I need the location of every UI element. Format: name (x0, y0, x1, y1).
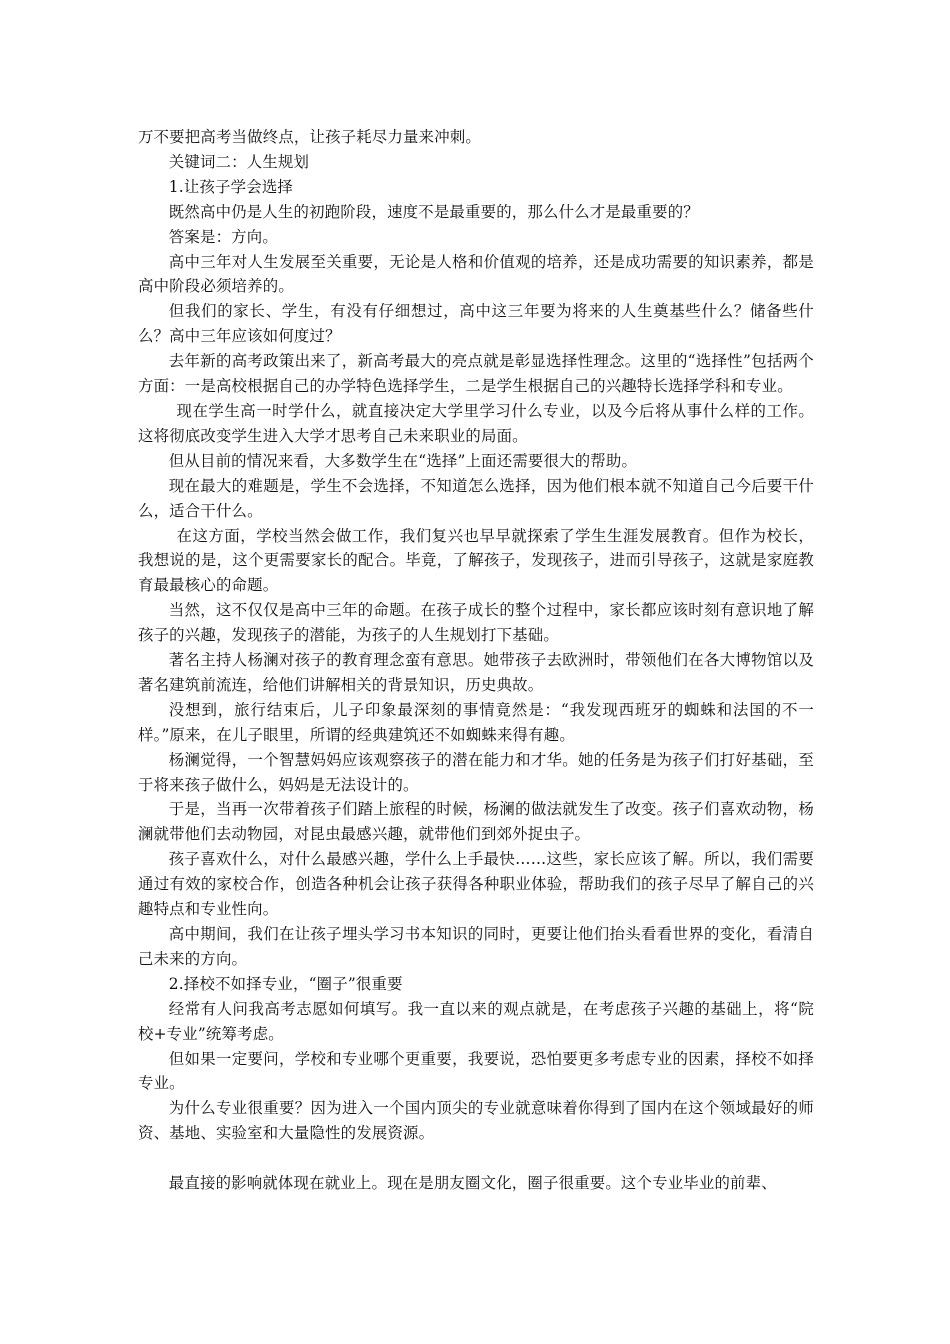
paragraph: 当然，这不仅仅是高中三年的命题。在孩子成长的整个过程中，家长都应该时刻有意识地了解孩子的兴趣，发现孩子的潜能，为孩子的人生规划打下基础。 (138, 601, 814, 645)
paragraph: 但从目前的情况来看，大多数学生在“选择”上面还需要很大的帮助。 (168, 451, 638, 470)
paragraph: 最直接的影响就体现在就业上。现在是朋友圈文化，圈子很重要。这个专业毕业的前辈、 (168, 1174, 777, 1193)
paragraph: 著名主持人杨澜对孩子的教育理念蛮有意思。她带孩子去欧洲时，带领他们在各大博物馆以及著名建筑前流连，给他们讲解相关的背景知识，历史典故。 (138, 651, 814, 694)
paragraph: 在这方面，学校当然会做工作，我们复兴也早早就探索了学生生涯发展教育。但作为校长，我想说的是，这个更需要家长的配合。毕竟，了解孩子，发现孩子，进而引导孩子，这就是家庭教育最最核心的命题。 (138, 526, 814, 595)
paragraph: 但我们的家长、学生，有没有仔细想过，高中这三年要为将来的人生奠基些什么？储备些什么？高中三年应该如何度过？ (138, 302, 814, 346)
paragraph: 经常有人问我高考志愿如何填写。我一直以来的观点就是，在考虑孩子兴趣的基础上，将“院校+专业”统筹考虑。 (138, 999, 814, 1043)
paragraph: 现在学生高一时学什么，就直接决定大学里学习什么专业，以及今后将从事什么样的工作。这将彻底改变学生进入大学才思考自己未来职业的局面。 (138, 401, 814, 445)
paragraph: 孩子喜欢什么，对什么最感兴趣，学什么上手最快……这些，家长应该了解。所以，我们需要通过有效的家校合作，创造各种机会让孩子获得各种职业体验，帮助我们的孩子尽早了解自己的兴趣特点和专业性向。 (138, 850, 814, 919)
paragraph: 没想到，旅行结束后，儿子印象最深刻的事情竟然是：“我发现西班牙的蜘蛛和法国的不一样。”原来，在儿子眼里，所谓的经典建筑还不如蜘蛛来得有趣。 (138, 700, 814, 744)
blank-line (138, 1146, 814, 1171)
paragraph: 为什么专业很重要？因为进入一个国内顶尖的专业就意味着你得到了国内在这个领域最好的师资、基地、实验室和大量隐性的发展资源。 (138, 1099, 814, 1143)
subheading-learn-to-choose: 1.让孩子学会选择 (168, 177, 294, 196)
paragraph: 高中期间，我们在让孩子埋头学习书本知识的同时，更要让他们抬头看看世界的变化，看清自己未来的方向。 (138, 925, 814, 968)
section-heading-keyword-two: 关键词二：人生规划 (168, 152, 310, 171)
paragraph-continuation: 万不要把高考当做终点，让孩子耗尽力量来冲刺。 (138, 128, 481, 146)
paragraph: 现在最大的难题是，学生不会选择，不知道怎么选择，因为他们根本就不知道自己今后要干什么，适合干什么。 (138, 476, 814, 520)
paragraph: 既然高中仍是人生的初跑阶段，速度不是最重要的，那么什么才是最重要的？ (168, 202, 699, 221)
paragraph: 答案是：方向。 (168, 227, 278, 246)
paragraph: 但如果一定要问，学校和专业哪个更重要，我要说，恐怕要更多考虑专业的因素，择校不如择专业。 (138, 1049, 814, 1093)
document-page (138, 125, 814, 1196)
paragraph: 去年新的高考政策出来了，新高考最大的亮点就是彰显选择性理念。这里的“选择性”包括两个方面：一是高校根据自己的办学特色选择学生，二是学生根据自己的兴趣特长选择学科和专业。 (138, 352, 814, 396)
paragraph: 杨澜觉得，一个智慧妈妈应该观察孩子的潜在能力和才华。她的任务是为孩子们打好基础，至于将来孩子做什么，妈妈是无法设计的。 (138, 750, 814, 794)
subheading-choose-major: 2.择校不如择专业，“圈子”很重要 (168, 974, 403, 993)
paragraph: 于是，当再一次带着孩子们踏上旅程的时候，杨澜的做法就发生了改变。孩子们喜欢动物，杨澜就带他们去动物园，对昆虫最感兴趣，就带他们到郊外捉虫子。 (138, 800, 814, 844)
paragraph: 高中三年对人生发展至关重要，无论是人格和价值观的培养，还是成功需要的知识素养，都是高中阶段必须培养的。 (138, 252, 814, 296)
